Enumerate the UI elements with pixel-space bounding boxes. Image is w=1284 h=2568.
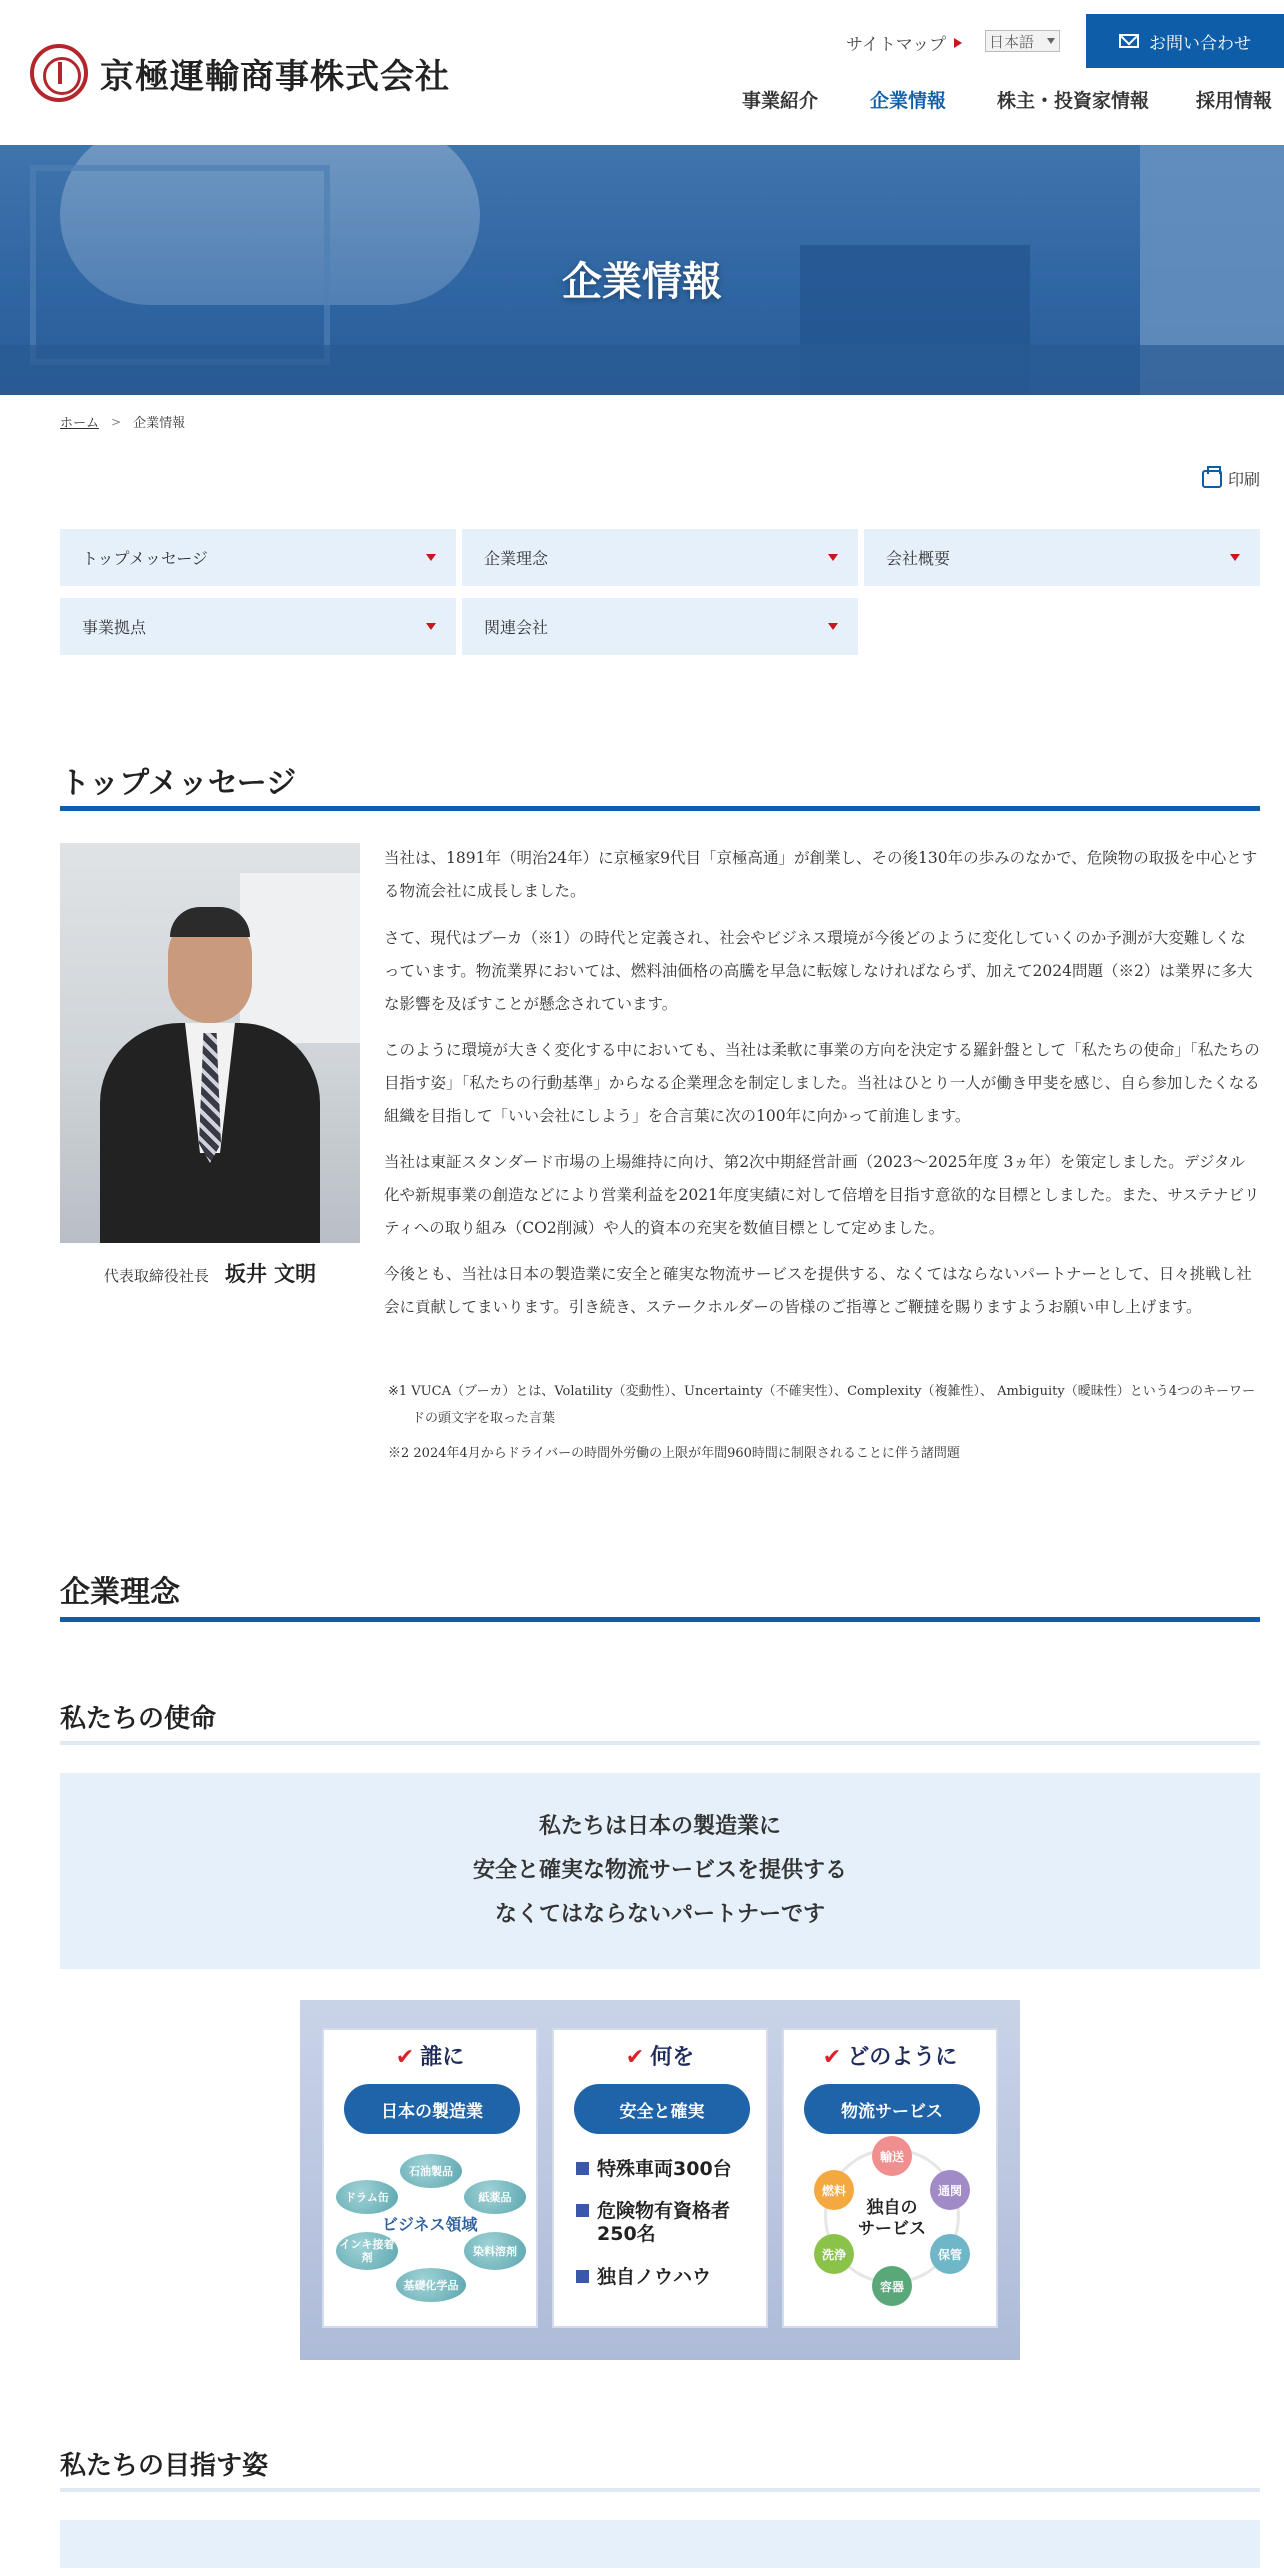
bullet-square-icon [576, 2270, 589, 2283]
page-title: 企業情報 [562, 259, 722, 305]
mission-line: 私たちは日本の製造業に [538, 1814, 781, 1839]
photo-hair [170, 907, 250, 937]
ceo-caption [60, 1258, 360, 1288]
logo-emblem-icon [30, 44, 88, 102]
card-title-how: ✔ どのように [822, 2045, 958, 2070]
checkmark-icon: ✔ [625, 2045, 645, 2070]
site-header [0, 0, 1284, 145]
asset-item: 特殊車両300台 [576, 2158, 756, 2181]
service-customs: 通関 [930, 2170, 970, 2210]
company-logo[interactable] [30, 44, 450, 102]
mission-statement [60, 1773, 1260, 1969]
contact-label: お問い合わせ [1149, 33, 1251, 54]
mission-line: 安全と確実な物流サービスを提供する [472, 1858, 847, 1883]
nav-business[interactable]: 事業紹介 [742, 90, 819, 112]
card-how [782, 2028, 998, 2328]
anchor-label: 事業拠点 [82, 618, 147, 637]
checkmark-icon: ✔ [395, 2045, 415, 2070]
domain-basic-chemicals: 基礎化学品 [396, 2268, 466, 2302]
mission-diagram [300, 2000, 1020, 2360]
subheading-underline [60, 2488, 1260, 2492]
nav-investors[interactable]: 株主・投資家情報 [997, 90, 1150, 112]
triangle-down-icon [426, 623, 436, 630]
service-center-label: 独自の サービス [858, 2198, 926, 2239]
breadcrumb [60, 412, 185, 431]
heading-underline [60, 1617, 1260, 1622]
triangle-down-icon [828, 623, 838, 630]
printer-icon [1202, 470, 1222, 488]
anchor-affiliates[interactable] [462, 598, 858, 655]
pill-who: 日本の製造業 [344, 2084, 520, 2134]
triangle-down-icon [1230, 554, 1240, 561]
triangle-down-icon [426, 554, 436, 561]
sitemap-link[interactable] [846, 30, 962, 55]
domain-paper-chemicals: 紙薬品 [464, 2180, 526, 2214]
language-value: 日本語 [989, 32, 1035, 51]
heading-underline [60, 806, 1260, 811]
message-paragraph: さて、現代はブーカ（※1）の時代と定義され、社会やビジネス環境が今後どのように変化していくのか予測が大変難しくなっています。物流業界においては、燃料油価格の高騰を早急に転嫁しなければならず、加えて2024問題（※2）は業界に多大な影響を及ぼすことが懸念されています。 [384, 929, 1253, 1013]
contact-button[interactable] [1086, 14, 1284, 68]
subheading-underline [60, 1741, 1260, 1745]
chevron-down-icon [1047, 38, 1055, 44]
message-paragraph: このように環境が大きく変化する中においても、当社は柔軟に事業の方向を決定する羅針盤として「私たちの使命」「私たちの目指す姿」「私たちの行動基準」からなる企業理念を制定しました。当社はひとり一人が働き甲斐を感じ、自ら参加したくなる組織を目指して「いい会社にしよう」を合言葉に次の100年に向かって前進します。 [384, 1041, 1260, 1125]
service-storage: 保管 [930, 2234, 970, 2274]
bullet-square-icon [576, 2162, 589, 2175]
hero-banner [0, 145, 1284, 395]
triangle-down-icon [828, 554, 838, 561]
checkmark-icon: ✔ [822, 2045, 842, 2070]
anchor-label: トップメッセージ [82, 549, 208, 568]
subheading-mission: 私たちの使命 [60, 1704, 217, 1734]
mission-line: なくてはならないパートナーです [494, 1902, 825, 1927]
arrow-right-icon [954, 38, 962, 48]
ceo-name: 坂井 文明 [224, 1262, 317, 1286]
sitemap-label: サイトマップ [846, 35, 947, 55]
logo-text: 京極運輸商事株式会社 [100, 56, 450, 97]
hero-ground-graphic [0, 345, 1284, 395]
card-title-who: ✔ 誰に [395, 2045, 465, 2070]
nav-corporate[interactable]: 企業情報 [870, 90, 947, 112]
service-containers: 容器 [872, 2266, 912, 2306]
footnote-1: ※1 VUCA（ブーカ）とは、Volatility（変動性）、Uncertainty（不確実性）、Complexity（複雑性）、 Ambiguity（曖昧性）という4つのキーワードの頭文字を取った言葉 [388, 1384, 1255, 1426]
section-heading-top-message: トップメッセージ [60, 766, 297, 801]
card-who [322, 2028, 538, 2328]
anchor-label: 企業理念 [484, 549, 549, 568]
section-heading-philosophy: 企業理念 [60, 1575, 180, 1610]
asset-item: 危険物有資格者250名 [576, 2200, 756, 2246]
photo-window [240, 873, 360, 1043]
anchor-philosophy[interactable] [462, 529, 858, 586]
domain-oil-products: 石油製品 [400, 2154, 462, 2188]
card-what [552, 2028, 768, 2328]
ceo-photo [60, 843, 360, 1243]
pill-what: 安全と確実 [574, 2084, 750, 2134]
breadcrumb-current: 企業情報 [133, 416, 186, 431]
subheading-vision: 私たちの目指す姿 [60, 2451, 269, 2481]
anchor-company-overview[interactable] [864, 529, 1260, 586]
anchor-label: 会社概要 [886, 549, 951, 568]
message-paragraph: 当社は東証スタンダード市場の上場維持に向け、第2次中期経営計画（2023～2025年度 3ヵ年）を策定しました。デジタル化や新規事業の創造などにより営業利益を2021年度実績に対して倍増を目指す意欲的な目標としました。また、サステナビリティへの取り組み（CO2削減）や人的資本の充実を数値目標として定めました。 [384, 1153, 1260, 1237]
domain-drums: ドラム缶 [336, 2180, 398, 2214]
vision-statement-box [60, 2520, 1260, 2568]
pill-how: 物流サービス [804, 2084, 980, 2134]
ceo-role: 代表取締役社長 [103, 1267, 209, 1285]
language-select[interactable] [985, 30, 1060, 52]
domain-dyes-solvents: 染料溶剤 [464, 2232, 526, 2270]
breadcrumb-home[interactable]: ホーム [60, 416, 100, 431]
card-title-what: ✔ 何を [625, 2045, 695, 2070]
anchor-top-message[interactable] [60, 529, 456, 586]
print-button[interactable] [1202, 467, 1260, 490]
footnote-2: ※2 2024年4月からドライバーの時間外労働の上限が年間960時間に制限されることに伴う諸問題 [388, 1446, 960, 1461]
service-fuel: 燃料 [814, 2170, 854, 2210]
anchor-locations[interactable] [60, 598, 456, 655]
bullet-square-icon [576, 2204, 589, 2217]
mail-icon [1119, 34, 1139, 48]
chevron-right-icon: > [111, 414, 122, 429]
asset-item: 独自ノウハウ [576, 2266, 756, 2289]
domain-ink-adhesives: インキ接着剤 [336, 2232, 398, 2270]
anchor-label: 関連会社 [484, 618, 549, 637]
message-paragraph: 今後とも、当社は日本の製造業に安全と確実な物流サービスを提供する、なくてはならないパートナーとして、日々挑戦し社会に貢献してまいります。引き続き、ステークホルダーの皆様のご指導とご鞭撻を賜りますようお願い申し上げます。 [384, 1265, 1252, 1316]
service-transport: 輸送 [872, 2136, 912, 2176]
business-domain-label: ビジネス領域 [382, 2215, 478, 2234]
print-label: 印刷 [1228, 470, 1261, 489]
nav-recruit[interactable]: 採用情報 [1196, 90, 1273, 112]
message-paragraph: 当社は、1891年（明治24年）に京極家9代目「京極高通」が創業し、その後130年の歩みのなかで、危険物の取扱を中心とする物流会社に成長しました。 [384, 849, 1258, 900]
service-cleaning: 洗浄 [814, 2234, 854, 2274]
